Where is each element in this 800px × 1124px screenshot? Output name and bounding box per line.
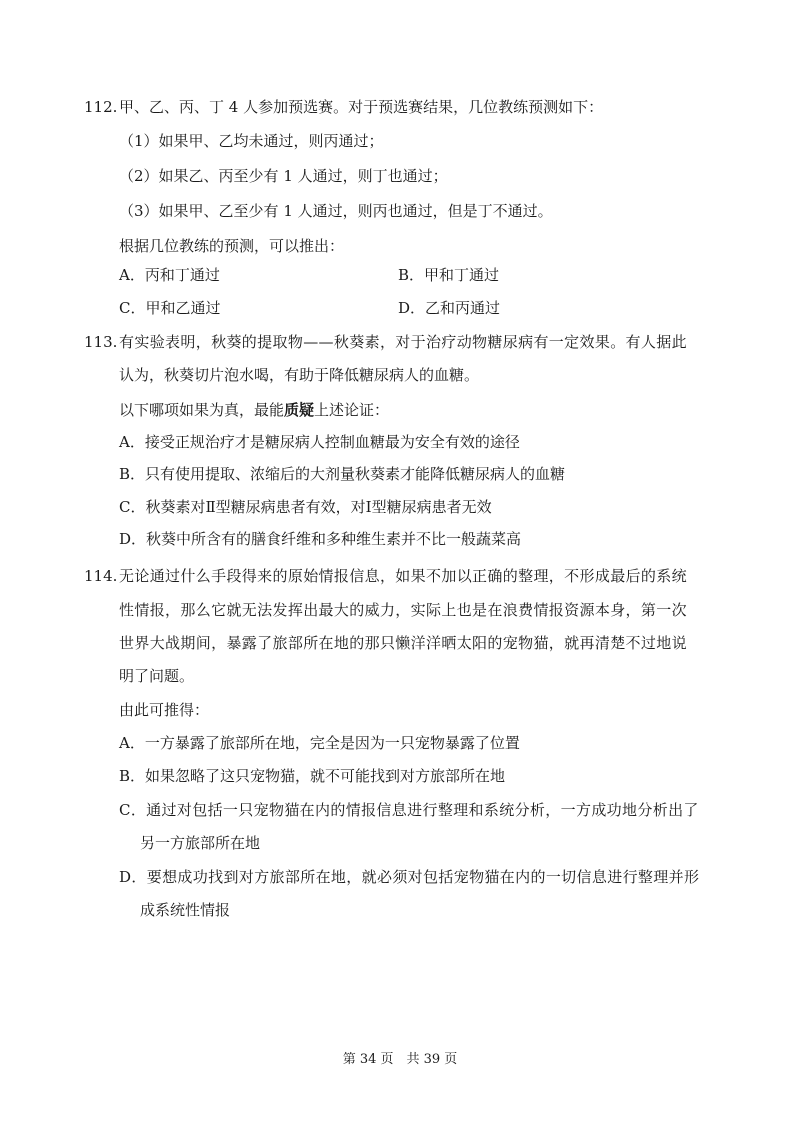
option-113-b: B．只有使用提取、浓缩后的大剂量秋葵素才能降低糖尿病人的血糖 [119,465,566,483]
option-112-d: D．乙和丙通过 [398,299,501,317]
option-114-d-line-1: D．要想成功找到对方旅部所在地，就必须对包括宠物猫在内的一切信息进行整理并形 [119,868,700,886]
question-prompt-114: 由此可推得： [119,701,210,719]
condition-2: （2）如果乙、丙至少有 1 人通过，则丁也通过； [119,167,448,185]
question-stem-113-line-1: 有实验表明，秋葵的提取物——秋葵素，对于治疗动物糖尿病有一定效果。有人据此 [119,333,687,351]
question-prompt-112: 根据几位教练的预测，可以推出： [119,237,345,255]
option-113-a: A．接受正规治疗才是糖尿病人控制血糖最为安全有效的途径 [119,433,520,451]
page-footer: 第 34 页 共 39 页 [342,1052,458,1067]
option-112-a: A．丙和丁通过 [119,266,220,284]
option-113-c: C．秋葵素对Ⅱ型糖尿病患者有效，对Ⅰ型糖尿病患者无效 [119,498,492,516]
option-114-c-line-2: 另一方旅部所在地 [140,834,261,852]
option-114-a: A．一方暴露了旅部所在地，完全是因为一只宠物暴露了位置 [119,734,520,752]
prompt-113-before: 以下哪项如果为真，最能 [119,401,285,419]
question-stem-114-line-3: 世界大战期间，暴露了旅部所在地的那只懒洋洋晒太阳的宠物猫，就再清楚不过地说 [119,634,687,652]
question-stem-112: 甲、乙、丙、丁 4 人参加预选赛。对于预选赛结果，几位教练预测如下： [119,98,604,116]
question-number-114: 114. [84,567,118,585]
question-number-112: 112. [84,98,118,116]
option-113-d: D．秋葵中所含有的膳食纤维和多种维生素并不比一般蔬菜高 [119,530,522,548]
question-stem-114-line-1: 无论通过什么手段得来的原始情报信息，如果不加以正确的整理，不形成最后的系统 [119,567,687,585]
option-112-c: C．甲和乙通过 [119,299,221,317]
question-stem-114-line-2: 性情报，那么它就无法发挥出最大的威力，实际上也是在浪费情报资源本身，第一次 [119,601,687,619]
question-prompt-113 [119,400,389,420]
question-stem-113-line-2: 认为，秋葵切片泡水喝，有助于降低糖尿病人的血糖。 [119,366,480,384]
prompt-113-emphasis: 质疑 [284,401,315,419]
option-114-b: B．如果忽略了这只宠物猫，就不可能找到对方旅部所在地 [119,767,506,785]
condition-1: （1）如果甲、乙均未通过，则丙通过； [119,132,384,150]
option-112-b: B．甲和丁通过 [398,266,500,284]
condition-3: （3）如果甲、乙至少有 1 人通过，则丙也通过，但是丁不通过。 [119,202,553,220]
question-stem-114-line-4: 明了问题。 [119,667,195,685]
prompt-113-after: 上述论证： [314,401,390,419]
option-114-d-line-2: 成系统性情报 [140,901,231,919]
option-114-c-line-1: C．通过对包括一只宠物猫在内的情报信息进行整理和系统分析，一方成功地分析出了 [119,801,699,819]
question-number-113: 113. [84,333,118,351]
